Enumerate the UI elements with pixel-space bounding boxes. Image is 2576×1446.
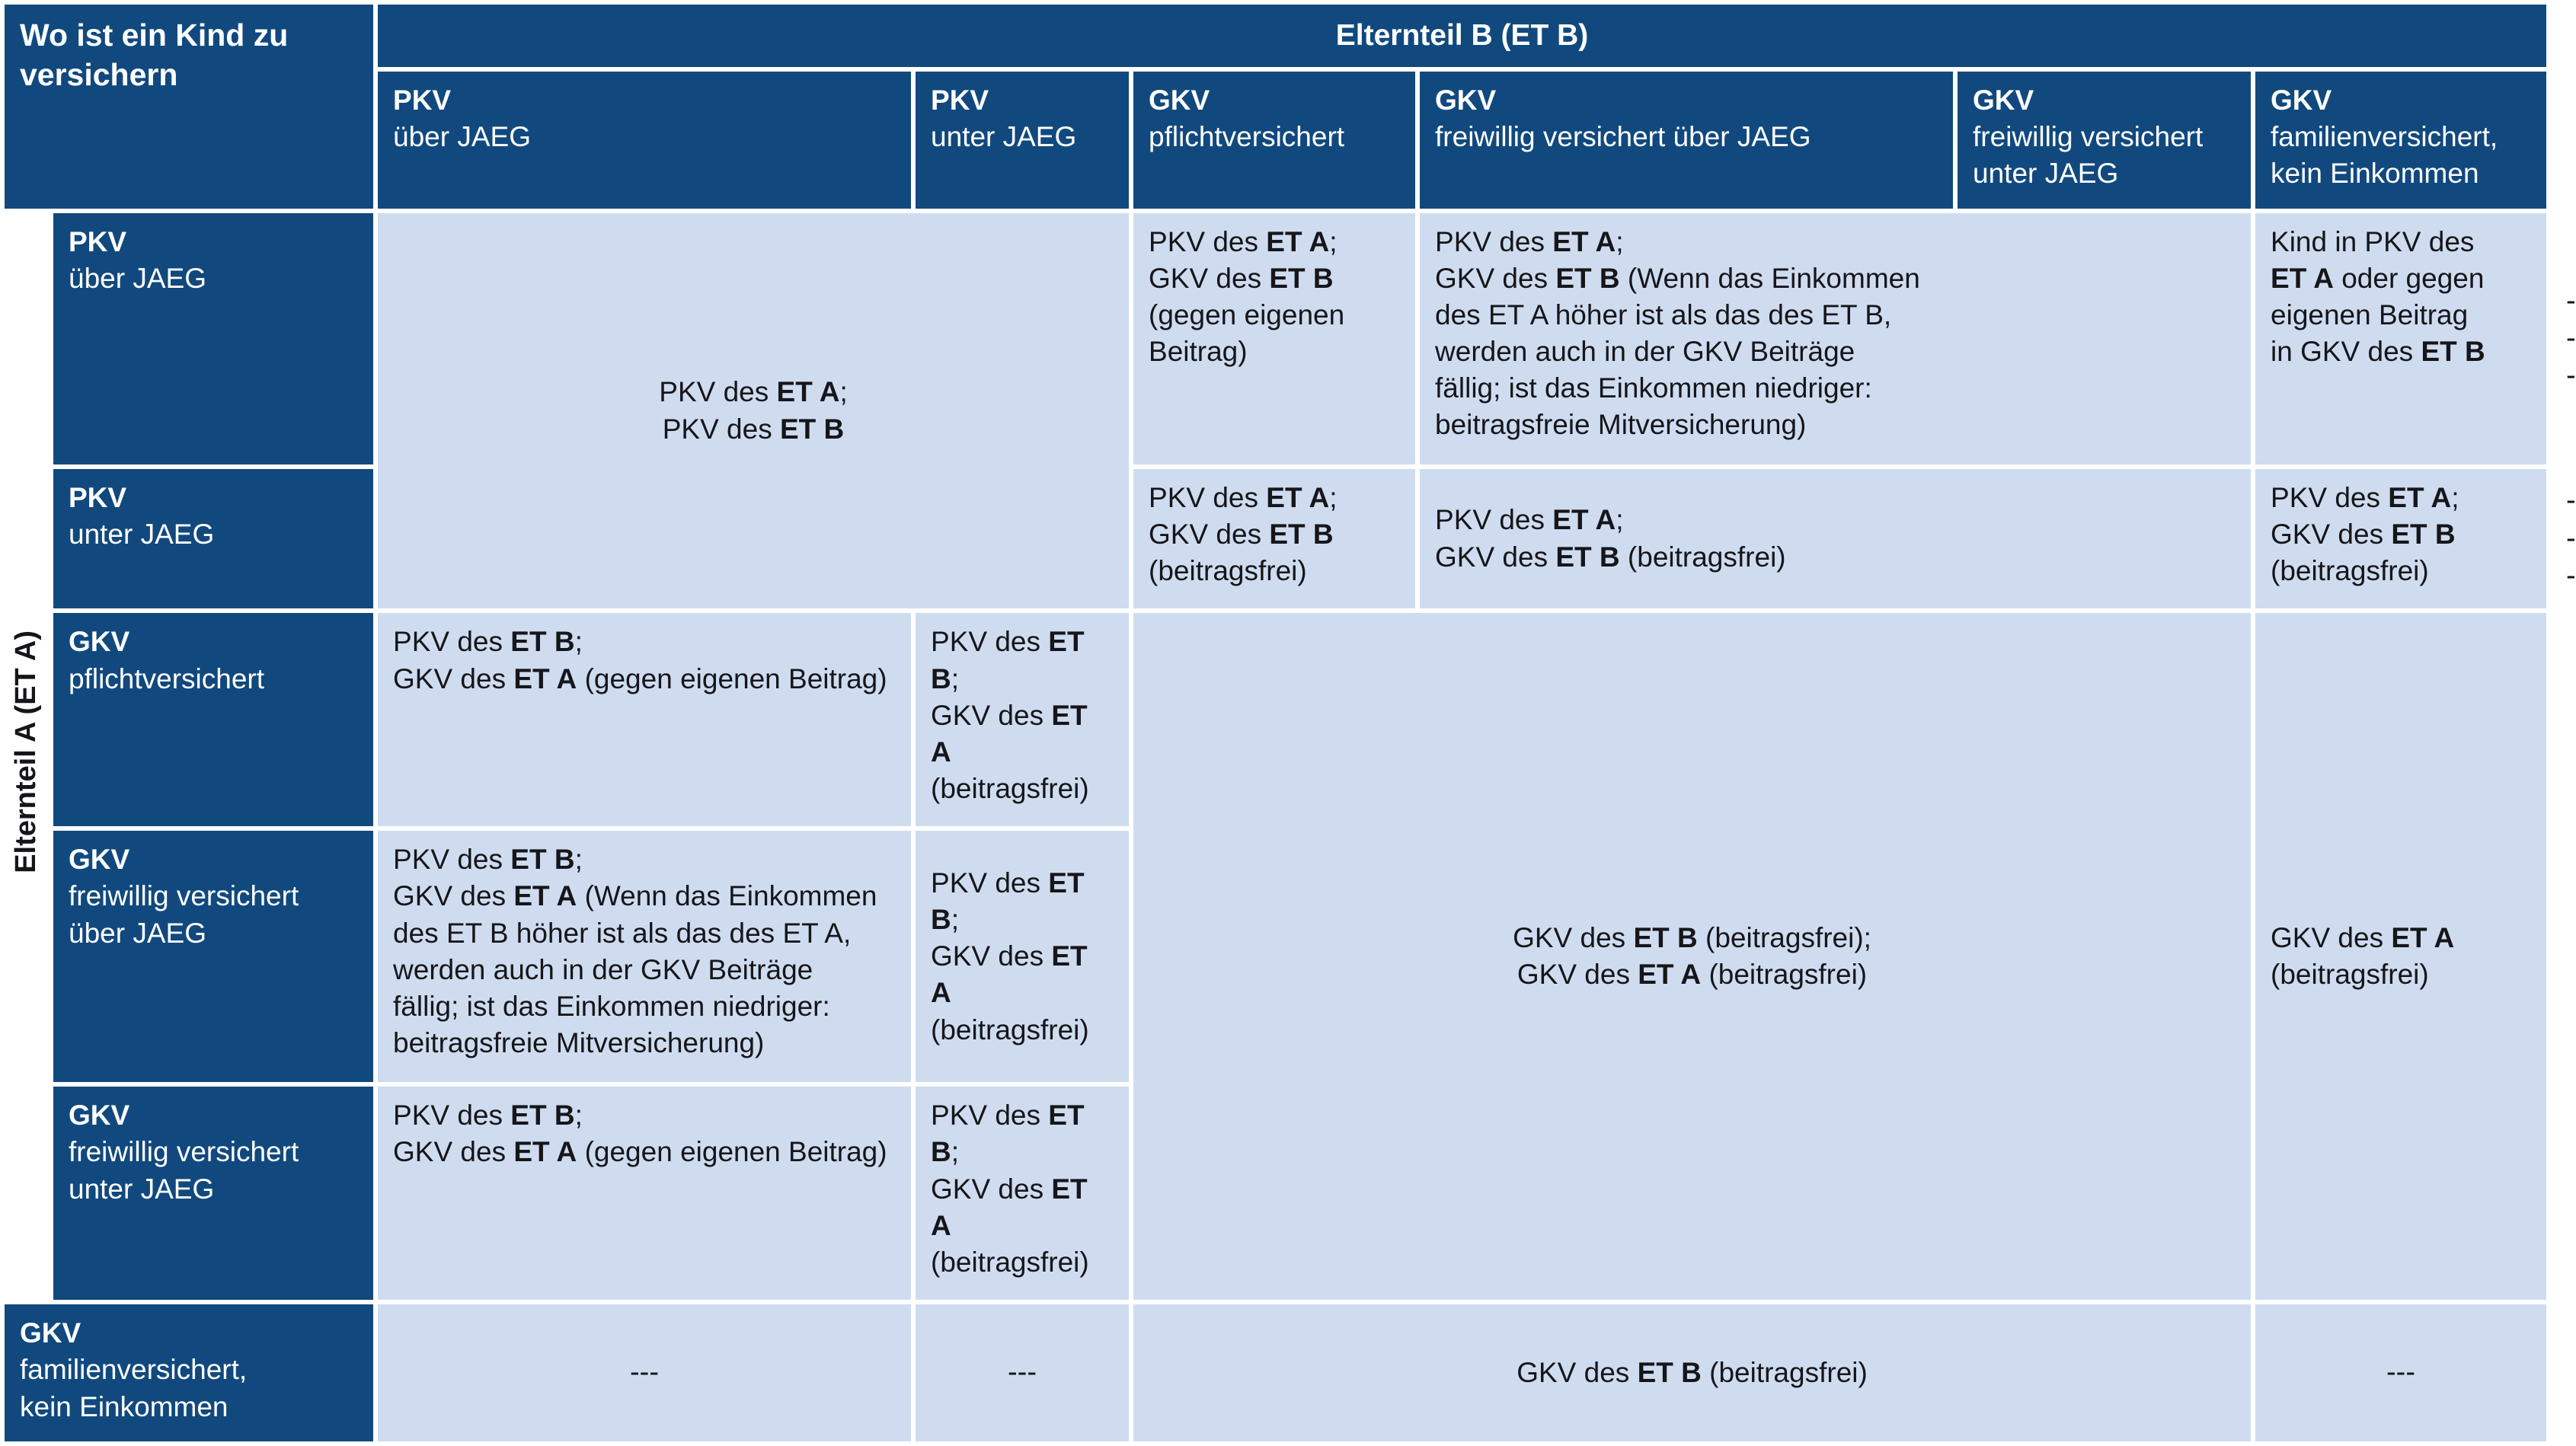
table-row: Elternteil A (ET A) PKV über JAEG PKV des ET A; PKV des ET B PKV des ET A; GKV des ET B (gegen eigenen Beitrag) PKV des ET A; GKV des ET B (Wenn das Einkommen des ET A höher ist als das des ET B, werden auch in der GKV Beiträge fällig; ist das Einkommen niedriger: beitragsfreie Mitversicherung) Kind in PKV des ET A oder gegen eigenen Beitrag in GKV des ET B --- [5, 213, 2551, 464]
col-header-gkv-freiwillig-ueber-jaeg [1420, 72, 1953, 209]
side-label-parent-a [5, 213, 49, 1301]
col-header-title: PKV [931, 85, 989, 117]
col-header-subtitle: über JAEG [393, 121, 531, 153]
table-row [5, 1304, 2551, 1441]
col-header-title: GKV [1435, 85, 1497, 117]
col-header-title: GKV [1149, 85, 1210, 117]
row-header-subtitle: freiwillig versichert unter JAEG [69, 1136, 299, 1205]
col-header-gkv-pflichtversichert [1133, 72, 1415, 209]
cell-r6c345: GKV des ET B (beitragsfrei) [1133, 1304, 2251, 1441]
row-header-title: GKV [20, 1317, 81, 1349]
cell-r3c1: PKV des ET B; GKV des ET A (gegen eigenen Beitrag) [378, 613, 911, 826]
col-header-subtitle: pflichtversichert [1149, 121, 1345, 153]
side-label-text: Elternteil A (ET A) [10, 630, 43, 873]
col-header-subtitle: freiwillig versichert über JAEG [1435, 121, 1811, 153]
cell-r1c4: PKV des ET A; GKV des ET B (Wenn das Einkommen des ET A höher ist als das des ET B, werden auch in der GKV Beiträge fällig; ist das Einkommen niedriger: beitragsfreie Mitversicherung) [1420, 213, 2251, 464]
row-header-subtitle: unter JAEG [69, 518, 215, 550]
row-header-subtitle: freiwillig versichert über JAEG [69, 880, 299, 949]
cell-r6c1: --- [378, 1304, 911, 1441]
cell-gkv-block: GKV des ET B (beitragsfrei); GKV des ET A (beitragsfrei) [1133, 613, 2251, 1300]
corner-line-1: Wo ist ein Kind [20, 18, 245, 53]
cell-r5c2: PKV des ET B; GKV des ET A (beitragsfrei) [916, 1087, 1129, 1300]
col-header-title: PKV [393, 85, 452, 117]
cell-pkv-pkv-block: PKV des ET A; PKV des ET B [378, 213, 1129, 609]
col-header-subtitle: freiwillig versichert unter JAEG [1973, 121, 2204, 190]
table-row: PKV unter JAEG PKV des ET A; GKV des ET B (beitragsfrei) PKV des ET A; GKV des ET B (beitragsfrei) PKV des ET A; GKV des ET B (beitragsfrei) --- [5, 469, 2551, 609]
row-header-gkv-freiwillig-unter-jaeg [53, 1087, 373, 1300]
header-parent-b: Elternteil B (ET B) [378, 5, 2546, 67]
col-header-subtitle: familienversichert, kein Einkommen [2271, 121, 2498, 190]
col-header-title: GKV [1973, 85, 2034, 117]
cell-gkv-right: GKV des ET A (beitragsfrei) [2255, 613, 2546, 1300]
header-row-columns [5, 72, 2551, 209]
row-header-pkv-unter-jaeg [53, 469, 373, 609]
table-row [5, 613, 2551, 826]
col-header-gkv-familienversichert [2255, 72, 2546, 209]
col-header-pkv-ueber-jaeg [378, 72, 911, 209]
corner-line-2: zu versichern [20, 18, 289, 93]
cell-r2c5: PKV des ET A; GKV des ET B (beitragsfrei) [2255, 469, 2546, 609]
col-header-subtitle: unter JAEG [931, 121, 1077, 153]
row-header-title: PKV [69, 225, 127, 257]
col-header-gkv-freiwillig-unter-jaeg [1958, 72, 2251, 209]
row-header-gkv-freiwillig-ueber-jaeg [53, 831, 373, 1082]
header-row-top [5, 5, 2551, 67]
cell-r1c5: Kind in PKV des ET A oder gegen eigenen Beitrag in GKV des ET B [2255, 213, 2546, 464]
row-header-title: GKV [69, 844, 130, 876]
cell-r4c1: PKV des ET B; GKV des ET A (Wenn das Einkommen des ET B höher ist als das des ET A, werden auch in der GKV Beiträge fällig; ist das Einkommen niedriger: beitragsfreie Mitversicherung) [378, 831, 911, 1082]
row-header-pkv-ueber-jaeg [53, 213, 373, 464]
row-header-title: GKV [69, 1100, 130, 1132]
col-header-title: GKV [2271, 85, 2332, 117]
row-header-title: GKV [69, 626, 130, 658]
table-corner-title [5, 5, 373, 209]
cell-r2c3: PKV des ET A; GKV des ET B (beitragsfrei) [1133, 469, 1415, 609]
cell-r6c2: --- [916, 1304, 1129, 1441]
row-header-subtitle: pflichtversichert [69, 662, 265, 694]
row-header-title: PKV [69, 481, 127, 513]
row-header-gkv-pflichtversichert [53, 613, 373, 826]
cell-r3c2: PKV des ET B; GKV des ET A (beitragsfrei) [916, 613, 1129, 826]
cell-r6c6: --- [2255, 1304, 2546, 1441]
cell-r1c3: PKV des ET A; GKV des ET B (gegen eigenen Beitrag) [1133, 213, 1415, 464]
cell-r5c1: PKV des ET B; GKV des ET A (gegen eigenen Beitrag) [378, 1087, 911, 1300]
row-header-subtitle: über JAEG [69, 262, 206, 294]
row-header-subtitle: familienversichert, kein Einkommen [20, 1354, 248, 1422]
col-header-pkv-unter-jaeg [916, 72, 1129, 209]
cell-r2c4: PKV des ET A; GKV des ET B (beitragsfrei) [1420, 469, 2251, 609]
cell-r4c2: PKV des ET B; GKV des ET A (beitragsfrei) [916, 831, 1129, 1082]
row-header-gkv-familienversichert [5, 1304, 373, 1441]
